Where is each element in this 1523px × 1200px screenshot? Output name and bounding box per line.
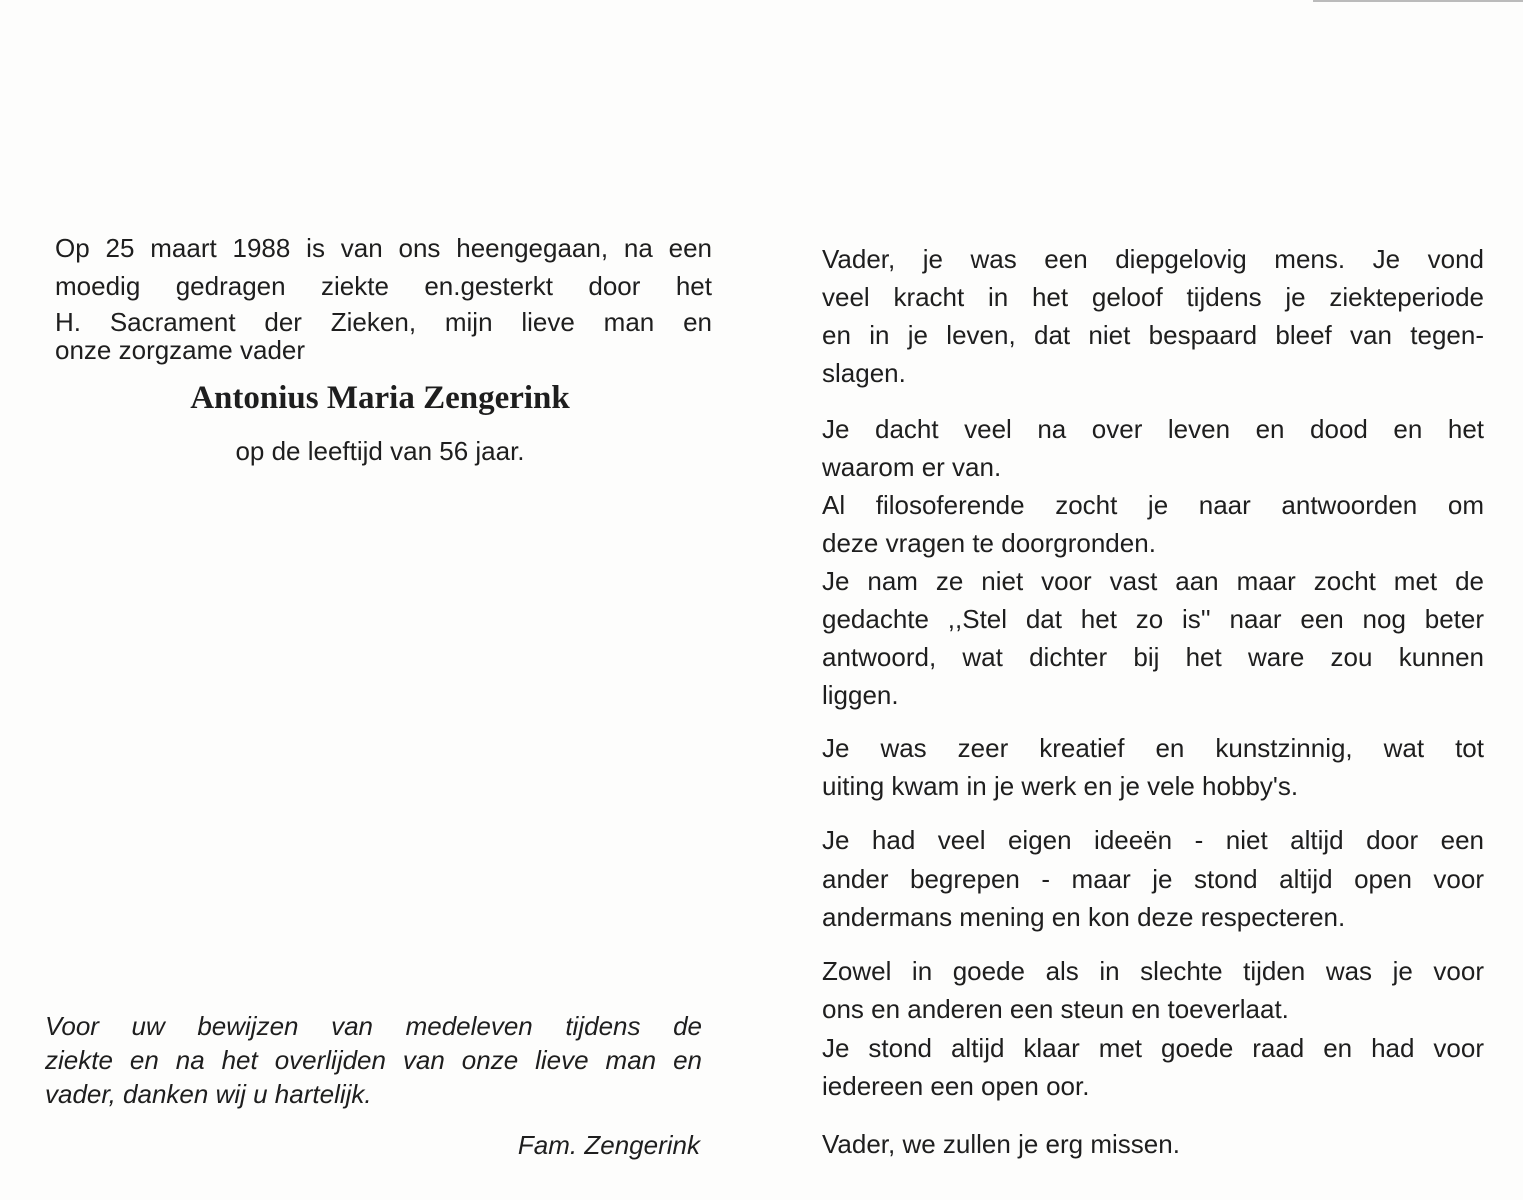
thanks-line: ziekte en na het overlijden van onze lieve man en — [45, 1045, 702, 1075]
tribute-line: iedereen een open oor. — [822, 1071, 1090, 1101]
tribute-line: Je stond altijd klaar met goede raad en had voor — [822, 1033, 1484, 1063]
tribute-line: Je dacht veel na over leven en dood en het — [822, 414, 1484, 444]
tribute-line: waarom er van. — [822, 452, 1002, 482]
tribute-line: Vader, we zullen je erg missen. — [822, 1129, 1180, 1159]
thanks-line: vader, danken wij u hartelijk. — [45, 1079, 372, 1109]
tribute-line: veel kracht in het geloof tijdens je ziekteperiode — [822, 282, 1484, 312]
tribute-line: Zowel in goede als in slechte tijden was je voor — [822, 956, 1484, 986]
tribute-line: Vader, je was een diepgelovig mens. Je vond — [822, 244, 1484, 274]
tribute-line: ons en anderen een steun en toeverlaat. — [822, 994, 1289, 1024]
age-line: op de leeftijd van 56 jaar. — [235, 436, 525, 466]
tribute-line: Al filosoferende zocht je naar antwoorden om — [822, 490, 1484, 520]
intro-line: Op 25 maart 1988 is van ons heengegaan, na een — [55, 233, 712, 263]
tribute-line: deze vragen te doorgronden. — [822, 528, 1156, 558]
tribute-line: slagen. — [822, 358, 906, 388]
intro-line: moedig gedragen ziekte en.gesterkt door het — [55, 271, 712, 301]
tribute-line: gedachte ,,Stel dat het zo is'' naar een nog beter — [822, 604, 1484, 634]
thanks-line: Voor uw bewijzen van medeleven tijdens de — [45, 1011, 702, 1041]
intro-line: onze zorgzame vader — [55, 335, 306, 365]
tribute-line: antwoord, wat dichter bij het ware zou kunnen — [822, 642, 1484, 672]
tribute-line: en in je leven, dat niet bespaard bleef van tegen- — [822, 320, 1484, 350]
tribute-line: Je was zeer kreatief en kunstzinnig, wat tot — [822, 733, 1484, 763]
tribute-line: Je nam ze niet voor vast aan maar zocht met de — [822, 566, 1484, 596]
tribute-line: liggen. — [822, 680, 899, 710]
tribute-line: andermans mening en kon deze respecteren. — [822, 902, 1346, 932]
scan-edge-line — [1313, 0, 1523, 2]
intro-line: H. Sacrament der Zieken, mijn lieve man en — [55, 307, 712, 337]
signature: Fam. Zengerink — [517, 1130, 700, 1160]
deceased-name: Antonius Maria Zengerink — [190, 380, 570, 416]
tribute-line: ander begrepen - maar je stond altijd open voor — [822, 864, 1484, 894]
tribute-line: uiting kwam in je werk en je vele hobby's. — [822, 771, 1299, 801]
tribute-line: Je had veel eigen ideeën - niet altijd door een — [822, 825, 1484, 855]
